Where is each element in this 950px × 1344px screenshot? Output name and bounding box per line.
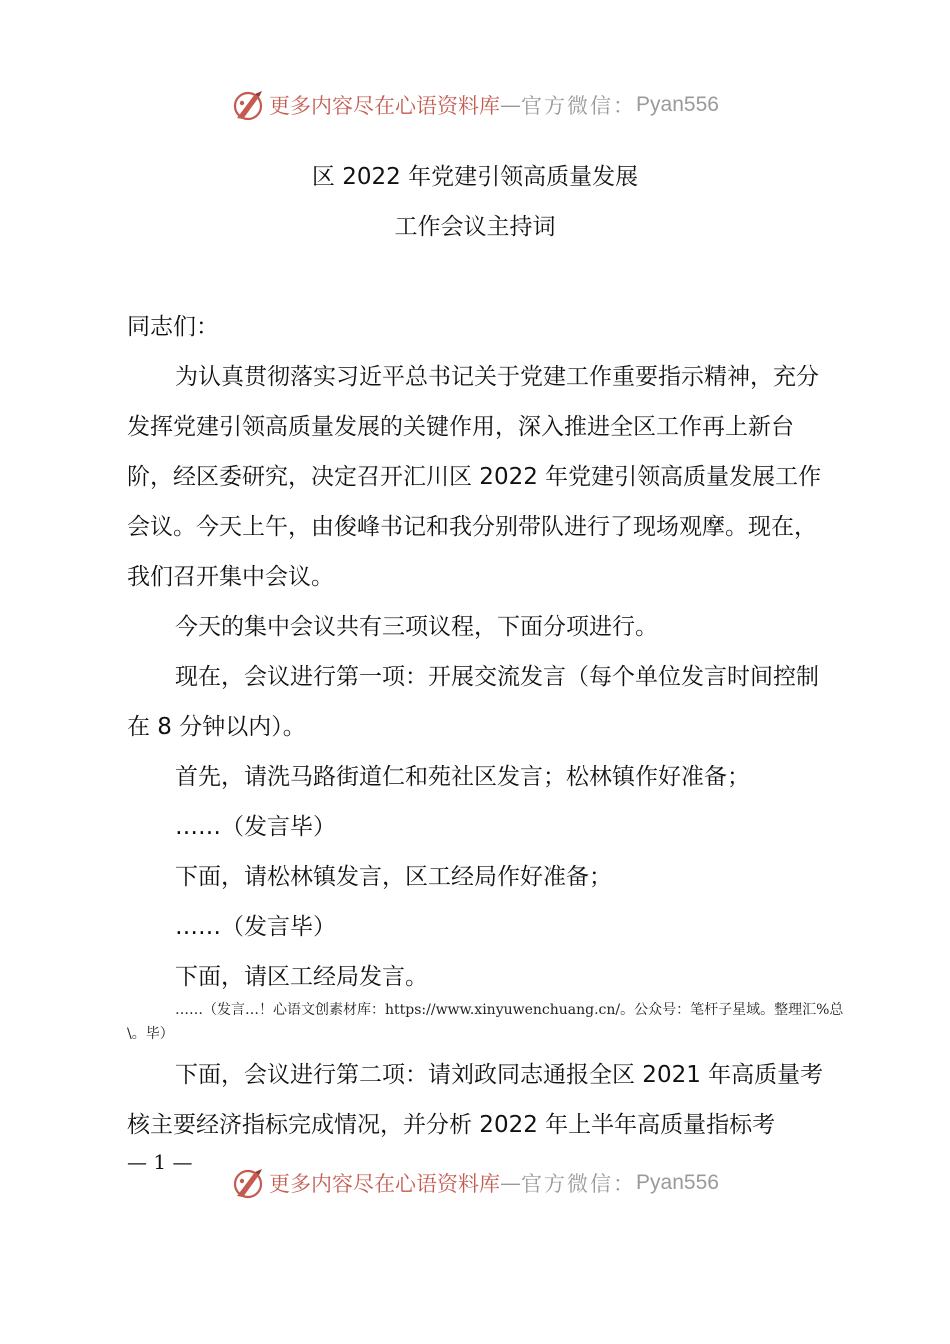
banner-separator: — bbox=[500, 1171, 522, 1195]
footer-banner bbox=[0, 1163, 950, 1203]
wechat-id: Pyan556 bbox=[636, 1171, 719, 1194]
document-title-line-1: 区 2022 年党建引领高质量发展 bbox=[311, 164, 639, 190]
quill-logo-icon bbox=[231, 1166, 265, 1200]
page-number: — 1 — bbox=[127, 1150, 193, 1174]
banner-separator: — bbox=[500, 93, 522, 117]
header-banner bbox=[0, 85, 950, 125]
wechat-label: 官方微信： bbox=[521, 1172, 637, 1196]
paragraph-third-speaker: 下面，请区工经局发言。 bbox=[175, 964, 428, 990]
document-title-line-2: 工作会议主持词 bbox=[394, 214, 556, 240]
paragraph-item-one: 现在，会议进行第一项：开展交流发言（每个单位发言时间控制在 8 分钟以内）。 bbox=[127, 664, 819, 740]
paragraph-intro: 为认真贯彻落实习近平总书记关于党建工作重要指示精神，充分发挥党建引领高质量发展的关键作用，深入推进全区工作再上新台阶，经区委研究，决定召开汇川区 2022 年党建引领高质量发展工作会议。今天上午，由俊峰书记和我分别带队进行了现场观摩。现在，我们召开集中会议。 bbox=[127, 364, 822, 590]
inline-source-note: ……（发言…！心语文创素材库：https://www.xinyuwenchuang.cn/。公众号：笔杆子星域。整理汇%总\。毕） bbox=[127, 1002, 844, 1042]
wechat-id: Pyan556 bbox=[636, 93, 719, 116]
quill-logo-icon bbox=[231, 88, 265, 122]
paragraph-second-speaker: 下面，请松林镇发言，区工经局作好准备； bbox=[175, 864, 612, 890]
paragraph-speech-end-2: ……（发言毕） bbox=[175, 914, 336, 940]
paragraph-agenda: 今天的集中会议共有三项议程，下面分项进行。 bbox=[175, 614, 658, 640]
paragraph-item-two: 下面，会议进行第二项：请刘政同志通报全区 2021 年高质量考核主要经济指标完成情况，并分析 2022 年上半年高质量指标考 bbox=[127, 1062, 824, 1138]
promo-text: 更多内容尽在心语资料库 bbox=[269, 1172, 501, 1196]
paragraph-first-speaker: 首先，请洗马路街道仁和苑社区发言；松林镇作好准备； bbox=[175, 764, 750, 790]
salutation: 同志们： bbox=[127, 314, 219, 340]
paragraph-speech-end-1: ……（发言毕） bbox=[175, 814, 336, 840]
wechat-label: 官方微信： bbox=[521, 94, 637, 118]
promo-text: 更多内容尽在心语资料库 bbox=[269, 94, 501, 118]
